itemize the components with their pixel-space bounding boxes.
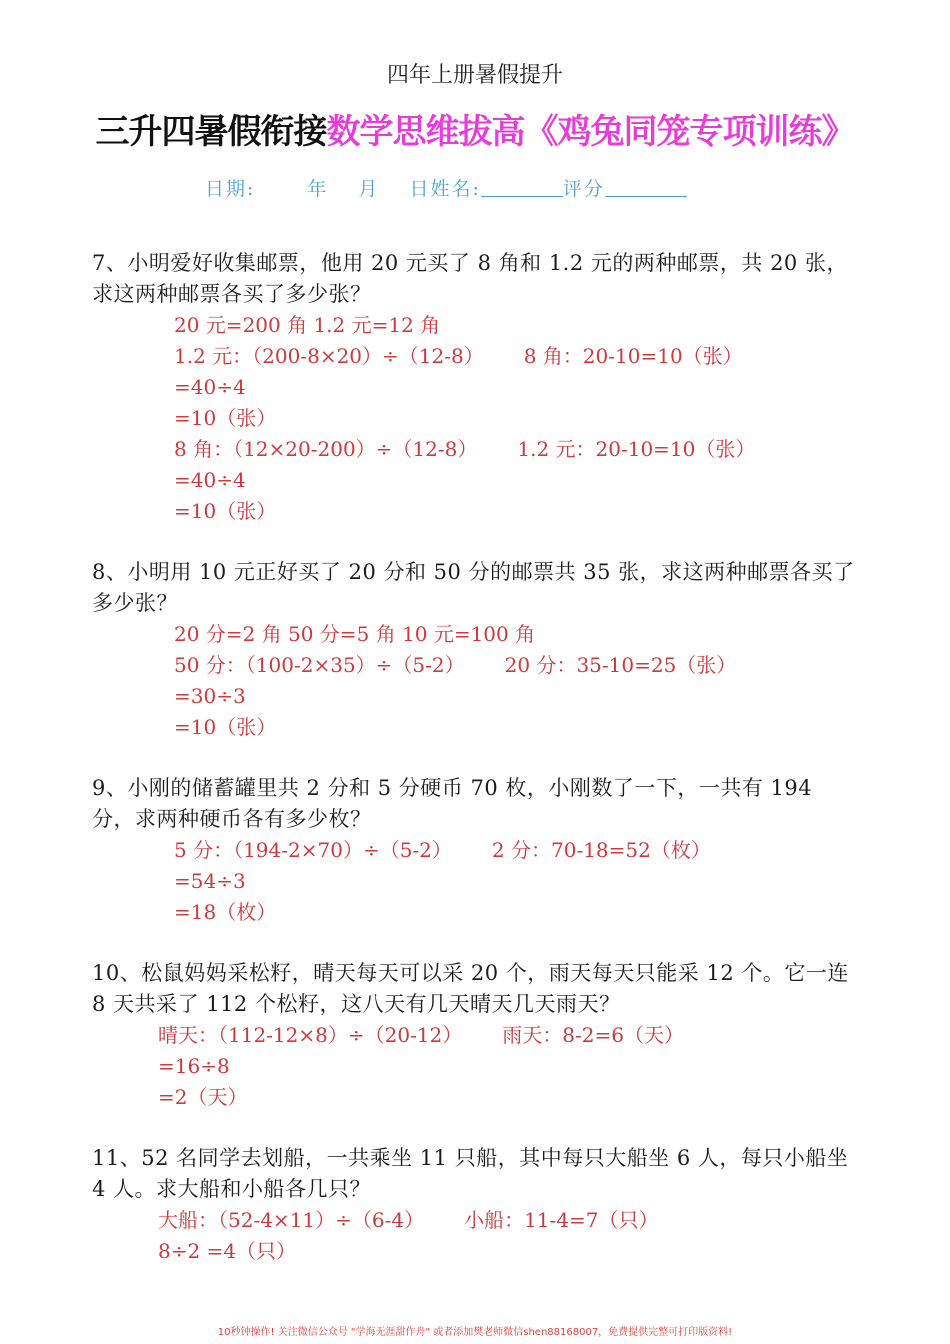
answer-left: 8÷2 =4（只） — [158, 1239, 297, 1263]
answer-left: =10（张） — [174, 406, 277, 430]
info-line — [205, 174, 687, 201]
problem-list — [92, 248, 862, 1297]
answer-line — [92, 496, 862, 527]
year-label: 年 — [307, 178, 329, 200]
answer-left: 8 角：（12×20-200）÷（12-8） — [174, 437, 478, 461]
answer-line — [92, 434, 862, 465]
answer-left: 20 元=200 角 1.2 元=12 角 — [174, 313, 441, 337]
answer-left: =10（张） — [174, 715, 277, 739]
answer-line — [92, 619, 862, 650]
title-part-magenta: 数学思维拔高《鸡兔同笼专项训练》 — [326, 112, 855, 152]
answer-line — [92, 866, 862, 897]
score-label: 评分 — [562, 178, 605, 200]
answer-left: =18（枚） — [174, 900, 277, 924]
problem-question: 10、松鼠妈妈采松籽，晴天每天可以采 20 个，雨天每天只能采 12 个。它一连 8 天共采了 112 个松籽，这八天有几天晴天几天雨天？ — [92, 961, 849, 1016]
answer-line — [92, 341, 862, 372]
answer-line — [92, 310, 862, 341]
answer-line — [92, 835, 862, 866]
answer-right: 雨天：8-2=6（天） — [502, 1023, 684, 1047]
answer-right: 小船：11-4=7（只） — [464, 1208, 659, 1232]
answer-left: 1.2 元：（200-8×20）÷（12-8） — [174, 344, 484, 368]
answer-line — [92, 1082, 862, 1113]
answer-line — [92, 1020, 862, 1051]
answer-line — [92, 372, 862, 403]
problem-item — [92, 248, 862, 527]
answer-left: =40÷4 — [174, 468, 246, 492]
problem-item — [92, 773, 862, 928]
answer-line — [92, 897, 862, 928]
problem-question: 9、小刚的储蓄罐里共 2 分和 5 分硬币 70 枚，小刚数了一下，一共有 194 分，求两种硬币各有多少枚？ — [92, 776, 813, 831]
answer-right: 8 角：20-10=10（张） — [523, 344, 743, 368]
answer-left: 50 分：（100-2×35）÷（5-2） — [174, 653, 465, 677]
answer-line — [92, 1205, 862, 1236]
answer-left: 5 分：（194-2×70）÷（5-2） — [174, 838, 452, 862]
answer-left: =54÷3 — [174, 869, 246, 893]
title-part-black: 三升四暑假衔接 — [95, 112, 327, 152]
day-name-label: 日姓名: — [409, 178, 481, 200]
answer-right: 20 分：35-10=25（张） — [504, 653, 737, 677]
date-label: 日期: — [205, 178, 256, 200]
answer-left: 晴天：（112-12×8）÷（20-12） — [158, 1023, 463, 1047]
page-subtitle: 四年上册暑假提升 — [386, 63, 563, 88]
answer-right: 2 分：70-18=52（枚） — [491, 838, 711, 862]
score-blank[interactable] — [605, 178, 687, 197]
answer-line — [92, 681, 862, 712]
month-label: 月 — [358, 178, 380, 200]
answer-left: 大船：（52-4×11）÷（6-4） — [158, 1208, 425, 1232]
problem-item — [92, 557, 862, 743]
problem-item — [92, 1143, 862, 1267]
name-blank[interactable] — [481, 178, 563, 197]
answer-line — [92, 1236, 862, 1267]
answer-right: 1.2 元：20-10=10（张） — [517, 437, 756, 461]
problem-question: 7、小明爱好收集邮票，他用 20 元买了 8 角和 1.2 元的两种邮票，共 20 张，求这两种邮票各买了多少张？ — [92, 251, 848, 306]
problem-question: 8、小明用 10 元正好买了 20 分和 50 分的邮票共 35 张，求这两种邮票各买了多少张？ — [92, 560, 855, 615]
answer-left: =30÷3 — [174, 684, 246, 708]
answer-left: 20 分=2 角 50 分=5 角 10 元=100 角 — [174, 622, 536, 646]
answer-left: =16÷8 — [158, 1054, 230, 1078]
answer-line — [92, 650, 862, 681]
footer-note: 10秒钟操作! 关注微信公众号 "学海无涯甜作舟" 或者添加樊老师微信shen88168007，免费提供完整可打印版资料! — [217, 1327, 733, 1338]
answer-line — [92, 403, 862, 434]
page-title — [0, 104, 950, 153]
answer-line — [92, 465, 862, 496]
answer-left: =10（张） — [174, 499, 277, 523]
answer-left: =40÷4 — [174, 375, 246, 399]
answer-line — [92, 1051, 862, 1082]
answer-left: =2（天） — [158, 1085, 248, 1109]
problem-item — [92, 958, 862, 1113]
problem-question: 11、52 名同学去划船，一共乘坐 11 只船，其中每只大船坐 6 人，每只小船坐 4 人。求大船和小船各几只？ — [92, 1146, 849, 1201]
answer-line — [92, 712, 862, 743]
